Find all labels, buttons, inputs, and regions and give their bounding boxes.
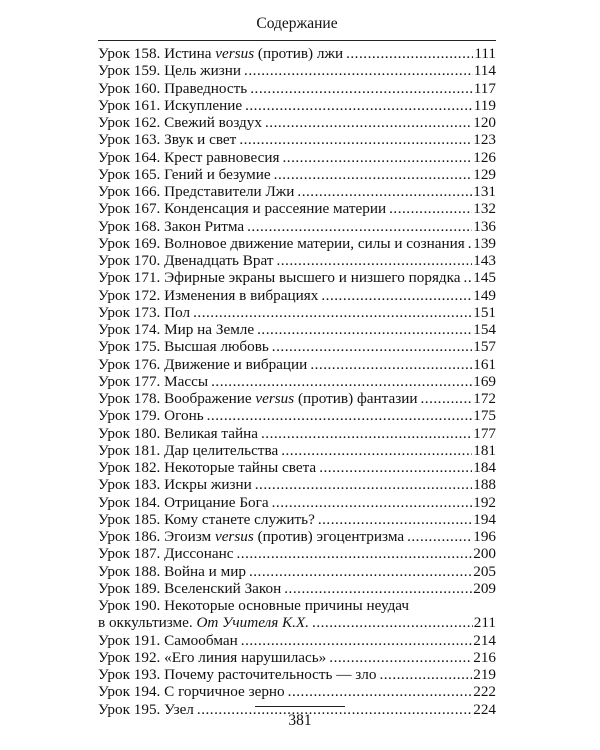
dot-leader [407,528,472,545]
toc-entry-title: Урок 179. Огонь [98,407,204,425]
toc-entry-page: 149 [473,286,496,304]
toc-entry-title: Урок 184. Отрицание Бога [98,493,269,511]
toc-entry [98,183,496,200]
dot-leader [468,235,473,252]
toc-entry-title: Урок 166. Представители Лжи [98,183,295,200]
toc-entry-title: Урок 190. Некоторые основные причины неудач [98,597,410,614]
toc-entry-title: Урок 173. Пол [98,303,191,321]
toc-entry-page: 194 [473,510,496,528]
toc-entry [98,407,496,424]
dot-leader [274,166,473,183]
dot-leader [346,45,473,62]
toc-entry-title: Урок 168. Закон Ритма [98,217,245,235]
toc-entry [98,511,496,528]
dot-leader [420,390,472,407]
toc-entry-page: 205 [473,562,496,580]
toc-entry-page: 224 [473,700,496,718]
dot-leader [284,580,472,597]
running-header [98,14,496,41]
toc-entry-page: 211 [473,614,496,632]
toc-entry [98,62,496,79]
toc-entry-page: 117 [473,79,496,97]
toc-entry-title: Урок 165. Гений и безумие [98,165,271,183]
toc-entry-title: Урок 182. Некоторые тайны света [98,459,317,476]
toc-entry-page: 214 [473,631,496,649]
dot-leader [241,632,472,649]
toc-entry-page: 154 [473,321,496,338]
toc-entry-title: Урок 194. С горчичное зерно [98,683,285,701]
toc-entry [98,580,496,597]
dot-leader [276,252,472,269]
toc-entry-page: 129 [473,165,496,183]
dot-leader [272,494,473,511]
dot-leader [272,338,472,355]
toc-entry [98,649,496,666]
toc-entry-page: 111 [474,45,496,62]
toc-entry [98,45,496,62]
toc-entry-title: Урок 169. Волновое движение материи, силы и сознания [98,234,465,252]
toc-entry [98,390,496,407]
toc-entry-title: Урок 158. Истина versus (против) лжи [98,45,344,62]
toc-entry [98,356,496,373]
toc-entry [98,459,496,476]
dot-leader [247,218,472,235]
toc-entry-page: 216 [473,648,496,666]
toc-entry-title: Урок 178. Воображение versus (против) фантазии [98,390,418,407]
toc-entry [98,304,496,321]
toc-entry-page: 177 [473,424,496,442]
dot-leader [255,476,473,493]
toc-entry-page: 222 [473,683,496,701]
toc-entry [98,476,496,493]
toc-entry [98,114,496,131]
toc-entry-title: Урок 159. Цель жизни [98,62,242,80]
toc-entry-page: 139 [473,234,496,252]
toc-entry [98,321,496,338]
dot-leader [239,131,472,148]
dot-leader [297,183,472,200]
toc-entry-page: 175 [473,407,496,425]
toc-entry-page: 120 [473,114,496,131]
toc-entry [98,200,496,217]
dot-leader [379,666,472,683]
toc-entry-title: в оккультизме. От Учителя К.Х. [98,614,310,632]
toc-entry-page: 157 [473,338,496,356]
toc-entry [98,666,496,683]
dot-leader [193,304,472,321]
toc-entry-page: 181 [473,441,496,459]
toc-entry-title: Урок 161. Искупление [98,96,243,114]
toc-entry [98,235,496,252]
toc-entry-title: Урок 180. Великая тайна [98,424,258,442]
dot-leader [245,97,473,114]
dot-leader [321,287,472,304]
toc-entry-title: Урок 192. «Его линия нарушилась» [98,648,327,666]
toc-entry-page: 145 [473,269,496,287]
toc-entry-title: Урок 186. Эгоизм versus (против) эгоцентризма [98,528,405,545]
toc-entry-page: 219 [473,666,496,683]
toc-entry [98,269,496,286]
toc-entry-title: Урок 183. Искры жизни [98,476,252,494]
toc-entry-title: Урок 162. Свежий воздух [98,114,262,131]
toc-entry-page: 172 [473,390,496,407]
toc-entry [98,80,496,97]
dot-leader [312,614,473,631]
toc-entry [98,131,496,148]
toc-entry-page: 161 [473,355,496,373]
dot-leader [244,62,473,79]
toc-entry [98,373,496,390]
toc-entry-title: Урок 175. Высшая любовь [98,338,269,356]
toc-entry [98,287,496,304]
dot-leader [207,407,473,424]
toc-entry [98,425,496,442]
dot-leader [464,269,473,286]
toc-entry-title: Урок 172. Изменения в вибрациях [98,286,319,304]
toc-entry-title: Урок 187. Диссонанс [98,545,234,563]
toc-entry-title: Урок 174. Мир на Земле [98,321,255,338]
toc-entry [98,149,496,166]
toc-entry-title: Урок 193. Почему расточительность — зло [98,666,377,683]
toc-entry-title: Урок 188. Война и мир [98,562,246,580]
toc-entry [98,494,496,511]
dot-leader [236,545,472,562]
dot-leader [281,442,472,459]
dot-leader [257,321,472,338]
toc-entry-page: 126 [473,148,496,166]
toc-entry-title: Урок 191. Самообман [98,631,238,649]
toc-entry [98,97,496,114]
toc-entry-title: Урок 164. Крест равновесия [98,148,280,166]
dot-leader [389,200,472,217]
dot-leader [211,373,472,390]
table-of-contents [98,45,496,718]
toc-entry-page: 196 [473,528,496,545]
toc-entry-190-line2 [98,614,496,631]
toc-entry-page: 123 [473,131,496,149]
toc-entry-page: 192 [473,493,496,511]
toc-entry-page: 184 [473,459,496,476]
toc-entry-page: 188 [473,476,496,494]
toc-entry-title: Урок 171. Эфирные экраны высшего и низшего порядка [98,269,461,287]
toc-entry-title: Урок 163. Звук и свет [98,131,237,149]
toc-entry-title: Урок 177. Массы [98,372,209,390]
toc-entry-page: 200 [473,545,496,563]
toc-entry-page: 119 [473,96,496,114]
toc-entry [98,563,496,580]
dot-leader [288,683,473,700]
dot-leader [329,649,472,666]
toc-entry-page: 151 [473,303,496,321]
toc-entry-page: 131 [473,183,496,200]
dot-leader [249,563,472,580]
toc-entry-page: 136 [473,217,496,235]
toc-entry-title: Урок 189. Вселенский Закон [98,579,282,597]
toc-entry-title: Урок 185. Кому станете служить? [98,510,315,528]
header-title: Содержание [256,15,338,32]
toc-entry [98,683,496,700]
toc-entry-page: 169 [473,372,496,390]
toc-entry-title: Урок 170. Двенадцать Врат [98,252,274,269]
toc-entry-page: 209 [473,579,496,597]
toc-entry-title: Урок 181. Дар целительства [98,441,279,459]
dot-leader [261,425,472,442]
toc-entry [98,442,496,459]
dot-leader [310,356,472,373]
toc-entry [98,338,496,355]
toc-entry-page: 143 [473,252,496,269]
dot-leader [265,114,472,131]
page-footer [255,706,345,731]
toc-entry [98,218,496,235]
toc-entry [98,252,496,269]
page-number: 381 [288,712,312,729]
dot-leader [318,511,472,528]
toc-entry-page: 114 [473,62,496,80]
toc-entry [98,545,496,562]
toc-entry-title: Урок 167. Конденсация и рассеяние материи [98,200,387,218]
toc-entry-190-line1 [98,597,496,614]
dot-leader [319,459,472,476]
dot-leader [282,149,472,166]
toc-entry-title: Урок 160. Праведность [98,79,248,97]
toc-entry [98,632,496,649]
toc-entry-title: Урок 176. Движение и вибрации [98,355,308,373]
toc-entry-title: Урок 195. Узел [98,700,194,718]
dot-leader [250,80,473,97]
toc-entry-page: 132 [473,200,496,218]
toc-entry [98,528,496,545]
toc-entry [98,166,496,183]
